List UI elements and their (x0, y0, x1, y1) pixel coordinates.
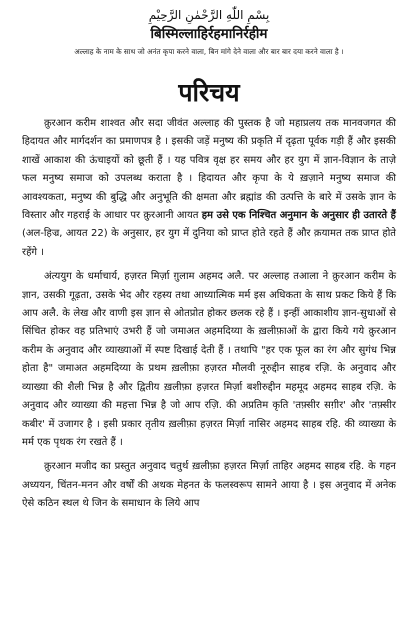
bismillah-hindi: बिस्मिल्लाहिर्रहमानिर्रहीम (150, 26, 268, 42)
paragraph-3: क़ुरआन मजीद का प्रस्तुत अनुवाद चतुर्थ ख़लीफ़ा हज़रत मिर्ज़ा ताहिर अहमद साहब रहि. के गहन अध्ययन, चिंतन-मनन और वर्षों की अथक मेहनत के फलस्वरूप सामने आया है । इस अनुवाद में अनेक ऐसे कठिन स्थल थे जिन के समाधान के लिये आप (22, 461, 396, 510)
paragraph-1-bold-quote: हम उसे एक निश्चित अनुमान के अनुसार ही उतारते हैं (201, 210, 396, 222)
bismillah-translation: अल्लाह के नाम के साथ जो अनंत कृपा करने वाला, बिन मांगे देने वाला और बार बार दया करने वाला है । (74, 47, 344, 56)
paragraph-1-text: क़ुरआन करीम शाश्वत और सदा जीवंत अल्लाह की पुस्तक है जो महाप्रलय तक मानवजगत की हिदायत और मार्गदर्शन का प्रमाणपत्र है । इसकी जड़ें मनुष्य की प्रकृति में दृढ़ता पूर्वक गड़ी हैं और इसकी शाखें आकाश की ऊंचाइयों को छूती हैं । यह पवित्र वृक्ष हर समय और हर युग में ज्ञान-विज्ञान के ताज़े फल मनुष्य समाज को उपलब्ध कराता है । हिदायत और कृपा के ये ख़ज़ाने मनुष्य समाज की आवश्यकता, मनुष्य की बुद्धि और अनुभूति की क्षमता और ब्रह्मांड की उत्पत्ति के बारे में उसके ज्ञान के विस्तार और गहराई के आधार पर क़ुरआनी आयत (22, 118, 396, 222)
paragraph-2: अंत्ययुग के धर्माचार्य, हज़रत मिर्ज़ा ग़ुलाम अहमद अलै. पर अल्लाह तआला ने क़ुरआन करीम के ज्ञान, उसकी गूढ़ता, उसके भेद और रहस्य तथा आध्यात्मिक मर्म इस अधिकता के साथ प्रकट किये हैं कि आप अलै. के लेख और वाणी इस ज्ञान से ओतप्रोत होकर छलक रहे हैं । इन्हीं आकाशीय ज्ञान-सुधाओं से सिंचित होकर वह प्रतिभाएं उभरी हैं जो जमाअत अहमदिय्या के ख़लीफ़ाओं के द्वारा किये गये क़ुरआन करीम के अनुवाद और व्याख्याओं में स्पष्ट दिखाई देती हैं । तथापि "हर एक फूल का रंग और सुगंध भिन्न होता है" जमाअत अहमदिय्या के प्रथम ख़लीफ़ा हज़रत मौलवी नूरुद्दीन साहब रज़ि. के अनुवाद और व्याख्या की शैली भिन्न है और द्वितीय ख़लीफ़ा हज़रत मिर्ज़ा बशीरुद्दीन महमूद अहमद साहब रज़ि. के अनुवाद और व्याख्या की महत्ता भिन्न है जो आप रज़ि. की अप्रतिम कृति 'तफ़्सीर सग़ीर' और 'तफ़्सीर कबीर' में उजागर है । इसी प्रकार तृतीय ख़लीफ़ा हज़रत मिर्ज़ा नासिर अहमद साहब रहि. की व्याख्या के मर्म एक पृथक रंग रखते हैं । (22, 271, 396, 448)
arabic-bismillah: بِسْمِ اللّٰهِ الرَّحْمٰنِ الرَّحِيْمِ (148, 8, 270, 22)
paragraph-1-text-end: (अल-हिज्र, आयत 22) के अनुसार, हर युग में दुनिया को प्राप्त होते रहते हैं और क़यामत तक प्राप्त होते रहेंगे । (22, 228, 396, 258)
page-title: परिचय (178, 78, 240, 107)
paragraph-1 (22, 115, 396, 262)
